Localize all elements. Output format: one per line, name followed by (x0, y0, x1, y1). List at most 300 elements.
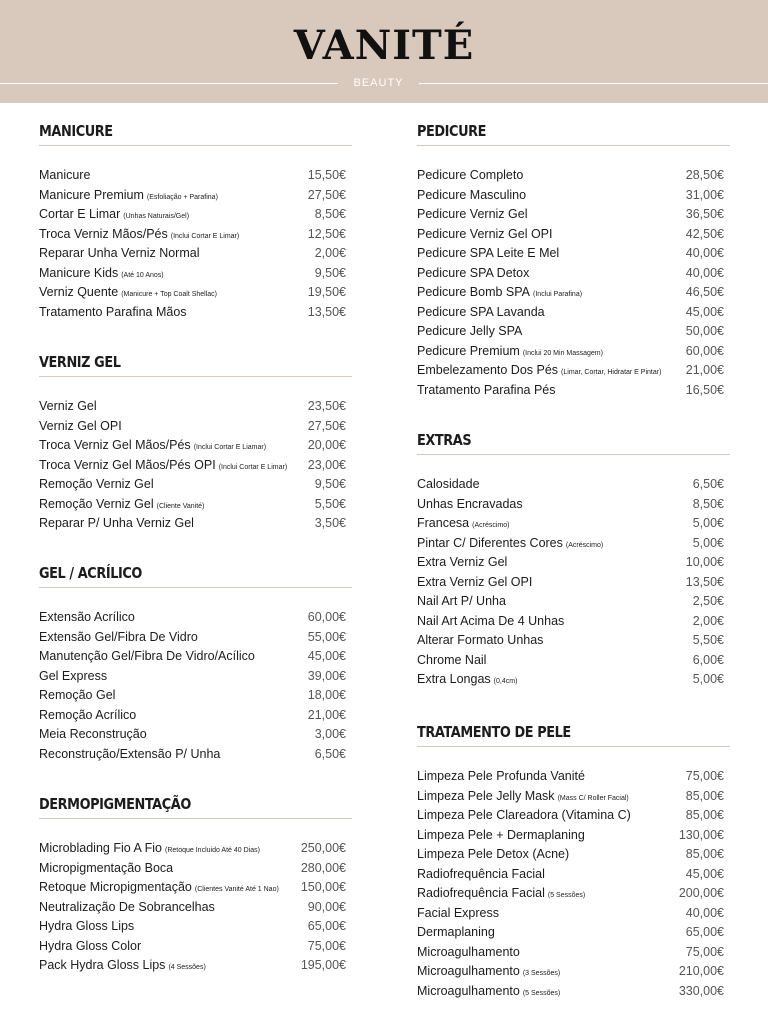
service-label: Pedicure Verniz Gel (417, 207, 528, 221)
service-note: (5 Sessões) (522, 989, 561, 997)
service-label: Chrome Nail (417, 652, 487, 667)
price-list (39, 397, 352, 534)
service-price: 65,00€ (685, 925, 724, 939)
service-name (39, 745, 220, 765)
service-price: 6,50€ (314, 746, 346, 761)
service-note: (Acréscimo) (472, 522, 510, 529)
service-price: 27,50€ (307, 418, 346, 433)
service-note: (Unhas Naturais/Gel) (123, 213, 190, 220)
service-name (417, 361, 661, 383)
price-row (417, 225, 730, 245)
price-row (417, 553, 730, 573)
service-name (39, 475, 154, 495)
section-pedicure (417, 122, 730, 400)
service-name (39, 436, 266, 458)
service-label: Reconstrução/Extensão P/ Unha (39, 746, 221, 761)
service-name (417, 962, 560, 984)
service-label: Pedicure Verniz Gel OPI (417, 226, 553, 241)
service-name (417, 225, 552, 245)
service-label: Retoque Micropigmentação (39, 880, 192, 894)
service-price: 85,00€ (685, 788, 724, 803)
service-price: 8,50€ (314, 207, 346, 221)
service-price: 42,50€ (685, 226, 724, 241)
service-price: 250,00€ (300, 841, 346, 855)
service-price: 5,50€ (314, 496, 346, 511)
service-price: 39,00€ (307, 668, 346, 683)
price-row (417, 283, 730, 303)
service-price: 46,50€ (685, 285, 724, 299)
service-label: Remoção Acrílico (39, 707, 137, 722)
price-row (39, 225, 352, 245)
price-row (417, 982, 730, 1002)
section-title: GEL / ACRÍLICO (39, 564, 142, 582)
service-label: Pack Hydra Gloss Lips (39, 958, 166, 972)
service-price: 31,00€ (685, 187, 724, 202)
service-label: Embelezamento Dos Pés (417, 363, 559, 377)
service-label: Nail Art Acima De 4 Unhas (417, 613, 565, 628)
service-price: 15,50€ (307, 168, 346, 182)
service-label: Calosidade (417, 477, 480, 491)
price-row (417, 826, 730, 846)
service-name (39, 859, 173, 879)
service-label: Troca Verniz Gel Mãos/Pés (39, 438, 191, 452)
service-note: (Inclui Cortar E Liamar) (193, 444, 267, 451)
service-price: 21,00€ (307, 707, 346, 722)
service-price: 5,00€ (692, 516, 724, 530)
service-label: Extra Longas (417, 672, 491, 686)
service-label: Pedicure Completo (417, 168, 524, 182)
price-row (417, 923, 730, 943)
service-price: 20,00€ (307, 438, 346, 452)
service-price: 60,00€ (307, 610, 346, 624)
price-row (417, 865, 730, 885)
price-row (417, 322, 730, 342)
price-row (39, 647, 352, 667)
service-label: Microblading Fio A Fio (39, 841, 162, 855)
service-name (39, 608, 135, 628)
service-price: 45,00€ (307, 649, 346, 663)
service-label: Manicure Kids (39, 265, 119, 280)
service-name (417, 283, 582, 305)
price-row (39, 839, 352, 859)
service-price: 3,00€ (314, 727, 346, 741)
service-label: Microagulhamento (417, 964, 520, 978)
price-row (417, 264, 730, 284)
service-name (417, 943, 520, 963)
service-price: 40,00€ (685, 246, 724, 260)
section-verniz-gel (39, 353, 352, 534)
service-note: (Acréscimo) (565, 541, 604, 549)
service-name (39, 647, 255, 667)
price-row (417, 943, 730, 963)
price-row (39, 898, 352, 918)
service-price: 8,50€ (692, 496, 724, 511)
service-label: Manutenção Gel/Fibra De Vidro/Acílico (39, 649, 255, 663)
service-price: 9,50€ (314, 265, 346, 280)
price-row (39, 244, 352, 264)
service-name (39, 514, 194, 534)
price-row (39, 745, 352, 765)
price-row (39, 956, 352, 976)
price-row (39, 205, 352, 225)
service-label: Pedicure Masculino (417, 187, 527, 202)
service-price: 45,00€ (685, 866, 724, 881)
service-note: (Inclui Cortar E Limar) (170, 232, 240, 240)
price-row (417, 244, 730, 264)
price-row (39, 878, 352, 898)
service-label: Francesa (417, 516, 470, 530)
section-divider (417, 746, 730, 747)
section-title: TRATAMENTO DE PELE (417, 723, 571, 741)
service-name (39, 417, 122, 437)
service-note: (Até 10 Anos) (121, 271, 164, 279)
service-label: Unhas Encravadas (417, 496, 523, 511)
service-price: 28,50€ (685, 168, 724, 182)
service-label: Verniz Gel (39, 399, 97, 413)
service-name (417, 534, 603, 556)
service-label: Troca Verniz Gel Mãos/Pés OPI (39, 457, 216, 472)
section-dermopigmentacao (39, 795, 352, 976)
service-label: Alterar Formato Unhas (417, 633, 544, 647)
service-price: 23,50€ (307, 399, 346, 413)
service-price: 36,50€ (685, 207, 724, 221)
price-row (417, 806, 730, 826)
price-row (417, 342, 730, 362)
service-name (417, 631, 543, 651)
price-row (417, 514, 730, 534)
service-price: 195,00€ (300, 958, 346, 972)
price-row (417, 475, 730, 495)
price-row (39, 917, 352, 937)
price-list (39, 839, 352, 976)
service-price: 9,50€ (314, 477, 346, 491)
price-row (39, 436, 352, 456)
section-title: MANICURE (39, 122, 113, 140)
price-row (417, 186, 730, 206)
price-row (417, 845, 730, 865)
service-name (417, 573, 532, 593)
section-manicure (39, 122, 352, 322)
price-row (39, 686, 352, 706)
service-label: Hydra Gloss Color (39, 938, 142, 953)
service-name (417, 612, 564, 632)
section-divider (39, 145, 352, 146)
service-label: Troca Verniz Mãos/Pés (39, 226, 168, 241)
service-price: 75,00€ (685, 769, 724, 783)
service-name (417, 806, 631, 826)
service-label: Remoção Gel (39, 688, 116, 702)
service-name (39, 244, 200, 264)
section-divider (417, 145, 730, 146)
service-name (39, 456, 287, 478)
service-price: 210,00€ (678, 964, 724, 978)
price-row (39, 166, 352, 186)
service-note: (Inclui Cortar E Limar) (218, 463, 288, 471)
service-price: 18,00€ (307, 688, 346, 702)
service-label: Remoção Verniz Gel (39, 477, 154, 491)
price-row (39, 667, 352, 687)
service-label: Reparar Unha Verniz Normal (39, 246, 200, 260)
service-name (39, 725, 147, 745)
service-name (39, 205, 189, 227)
price-row (417, 767, 730, 787)
price-row (39, 475, 352, 495)
service-label: Remoção Verniz Gel (39, 496, 154, 511)
service-label: Facial Express (417, 905, 499, 920)
service-name (417, 865, 545, 885)
service-name (417, 495, 523, 515)
price-row (417, 573, 730, 593)
price-row (417, 904, 730, 924)
service-price: 10,00€ (685, 555, 724, 569)
service-price: 85,00€ (685, 847, 724, 861)
section-title: VERNIZ GEL (39, 353, 121, 371)
service-name (417, 244, 559, 264)
service-name (39, 303, 187, 323)
price-row (39, 628, 352, 648)
section-title: EXTRAS (417, 431, 472, 449)
service-price: 2,00€ (692, 613, 724, 628)
service-name (417, 514, 509, 536)
service-label: Micropigmentação Boca (39, 860, 174, 875)
section-divider (39, 587, 352, 588)
service-note: (4 Sessões) (168, 964, 206, 971)
service-name (39, 225, 239, 247)
service-name (417, 553, 507, 573)
service-price: 330,00€ (678, 983, 724, 998)
section-title: PEDICURE (417, 122, 487, 140)
service-name (39, 898, 215, 918)
service-label: Gel Express (39, 668, 108, 683)
service-name (417, 205, 527, 225)
service-label: Pedicure SPA Detox (417, 265, 530, 280)
price-row (417, 495, 730, 515)
service-name (417, 787, 629, 809)
service-price: 150,00€ (300, 880, 346, 894)
section-divider (417, 454, 730, 455)
service-label: Reparar P/ Unha Verniz Gel (39, 516, 194, 530)
section-gel-acrilico (39, 564, 352, 764)
service-name (39, 397, 97, 417)
service-name (417, 166, 523, 186)
price-list (39, 166, 352, 322)
service-name (417, 264, 529, 284)
price-list (417, 166, 730, 400)
service-price: 90,00€ (307, 899, 346, 914)
price-row (417, 884, 730, 904)
section-tratamento-pele (417, 723, 730, 1001)
service-label: Limpeza Pele Clareadora (Vitamina C) (417, 808, 631, 822)
service-note: (Manicure + Top Coalt Shellac) (121, 291, 217, 298)
price-row (417, 651, 730, 671)
section-title: DERMOPIGMENTAÇÃO (39, 795, 191, 813)
brand-divider-right (419, 83, 768, 84)
service-label: Radiofrequência Facial (417, 866, 545, 881)
service-price: 21,00€ (685, 363, 724, 377)
price-row (39, 283, 352, 303)
service-label: Radiofrequência Facial (417, 886, 545, 900)
service-name (39, 667, 107, 687)
section-divider (39, 376, 352, 377)
service-price: 40,00€ (685, 265, 724, 280)
service-label: Verniz Quente (39, 285, 119, 299)
service-price: 50,00€ (685, 324, 724, 338)
service-name (417, 982, 560, 1004)
service-name (417, 322, 522, 342)
service-price: 13,50€ (307, 304, 346, 319)
service-price: 5,50€ (692, 633, 724, 647)
service-label: Manicure (39, 168, 91, 182)
service-name (417, 475, 480, 495)
price-row (417, 962, 730, 982)
service-name (39, 706, 136, 726)
service-name (39, 166, 90, 186)
price-row (39, 303, 352, 323)
price-row (417, 381, 730, 401)
service-name (417, 767, 585, 787)
service-label: Extensão Acrílico (39, 610, 135, 624)
service-price: 40,00€ (685, 905, 724, 920)
service-price: 60,00€ (685, 343, 724, 358)
service-name (417, 651, 486, 671)
price-row (39, 514, 352, 534)
service-label: Cortar E Limar (39, 207, 121, 221)
service-name (39, 937, 141, 957)
service-label: Tratamento Parafina Mãos (39, 304, 187, 319)
service-note: (0,4cm) (493, 678, 518, 685)
service-label: Limpeza Pele Jelly Mask (417, 788, 555, 803)
service-name (417, 884, 585, 906)
service-name (39, 956, 206, 978)
service-price: 16,50€ (685, 382, 724, 397)
brand-title: VANITÉ (293, 22, 475, 69)
service-label: Hydra Gloss Lips (39, 919, 135, 933)
service-label: Meia Reconstrução (39, 727, 147, 741)
service-price: 55,00€ (307, 629, 346, 644)
price-row (39, 264, 352, 284)
service-price: 5,00€ (692, 672, 724, 686)
service-note: (Esfoliação + Parafina) (146, 193, 218, 201)
price-row (39, 608, 352, 628)
service-note: (5 Sessões) (547, 892, 586, 899)
service-note: (Mass C/ Roller Facial) (557, 794, 629, 802)
service-name (417, 826, 585, 846)
price-list (417, 475, 730, 690)
service-label: Extensão Gel/Fibra De Vidro (39, 629, 198, 644)
price-row (417, 787, 730, 807)
service-label: Verniz Gel OPI (39, 418, 122, 433)
service-note: (Clientes Vanité Até 1 Nao) (194, 886, 279, 893)
service-label: Pedicure Bomb SPA (417, 285, 531, 299)
price-row (417, 205, 730, 225)
service-name (417, 381, 556, 401)
service-name (39, 686, 115, 706)
price-row (417, 303, 730, 323)
service-note: (Cliente Vanité) (156, 502, 205, 510)
service-note: (Limar, Cortar, Hidratar E Pintar) (561, 369, 662, 376)
service-price: 2,50€ (692, 594, 724, 608)
price-list (417, 767, 730, 1001)
service-label: Extra Verniz Gel (417, 555, 508, 569)
price-row (39, 397, 352, 417)
service-name (417, 592, 506, 612)
service-label: Microagulhamento (417, 944, 520, 959)
service-label: Neutralização De Sobrancelhas (39, 899, 215, 914)
service-label: Limpeza Pele Profunda Vanité (417, 769, 585, 783)
service-price: 2,00€ (314, 246, 346, 260)
service-name (417, 904, 499, 924)
price-row (417, 166, 730, 186)
service-price: 13,50€ (685, 574, 724, 589)
brand-subtitle: BEAUTY (353, 77, 404, 89)
price-row (39, 495, 352, 515)
service-name (39, 264, 164, 286)
brand-divider-left (0, 83, 338, 84)
service-name (417, 845, 569, 865)
price-row (39, 456, 352, 476)
service-name (417, 670, 517, 692)
price-row (417, 592, 730, 612)
price-row (39, 417, 352, 437)
service-label: Pedicure Jelly SPA (417, 324, 523, 338)
service-name (39, 839, 260, 861)
service-name (39, 878, 279, 900)
price-row (417, 631, 730, 651)
service-label: Dermaplaning (417, 925, 495, 939)
service-price: 75,00€ (685, 944, 724, 959)
service-price: 75,00€ (307, 938, 346, 953)
service-price: 85,00€ (685, 808, 724, 822)
service-label: Tratamento Parafina Pés (417, 382, 556, 397)
service-price: 5,00€ (692, 535, 724, 550)
service-price: 3,50€ (314, 516, 346, 530)
service-price: 6,50€ (692, 477, 724, 491)
service-price: 12,50€ (307, 226, 346, 241)
service-price: 23,00€ (307, 457, 346, 472)
price-row (39, 186, 352, 206)
price-row (417, 534, 730, 554)
service-label: Pedicure SPA Leite E Mel (417, 246, 560, 260)
service-name (39, 283, 217, 305)
service-name (39, 495, 204, 517)
service-name (39, 917, 134, 937)
service-name (417, 186, 526, 206)
service-price: 19,50€ (307, 285, 346, 299)
price-row (39, 937, 352, 957)
service-price: 280,00€ (300, 860, 346, 875)
service-label: Limpeza Pele Detox (Acne) (417, 847, 570, 861)
service-label: Pedicure SPA Lavanda (417, 304, 545, 319)
section-extras (417, 431, 730, 690)
price-row (417, 670, 730, 690)
price-list (39, 608, 352, 764)
price-row (39, 859, 352, 879)
header-banner (0, 0, 768, 103)
service-label: Pintar C/ Diferentes Cores (417, 535, 563, 550)
service-price: 6,00€ (692, 652, 724, 667)
service-note: (Inclui 20 Min Massagem) (522, 349, 603, 357)
service-label: Manicure Premium (39, 187, 144, 202)
service-price: 45,00€ (685, 304, 724, 319)
service-name (39, 628, 198, 648)
service-price: 200,00€ (678, 886, 724, 900)
price-row (39, 706, 352, 726)
service-name (417, 342, 603, 364)
service-label: Microagulhamento (417, 983, 520, 998)
price-row (417, 612, 730, 632)
price-row (417, 361, 730, 381)
service-name (39, 186, 218, 208)
